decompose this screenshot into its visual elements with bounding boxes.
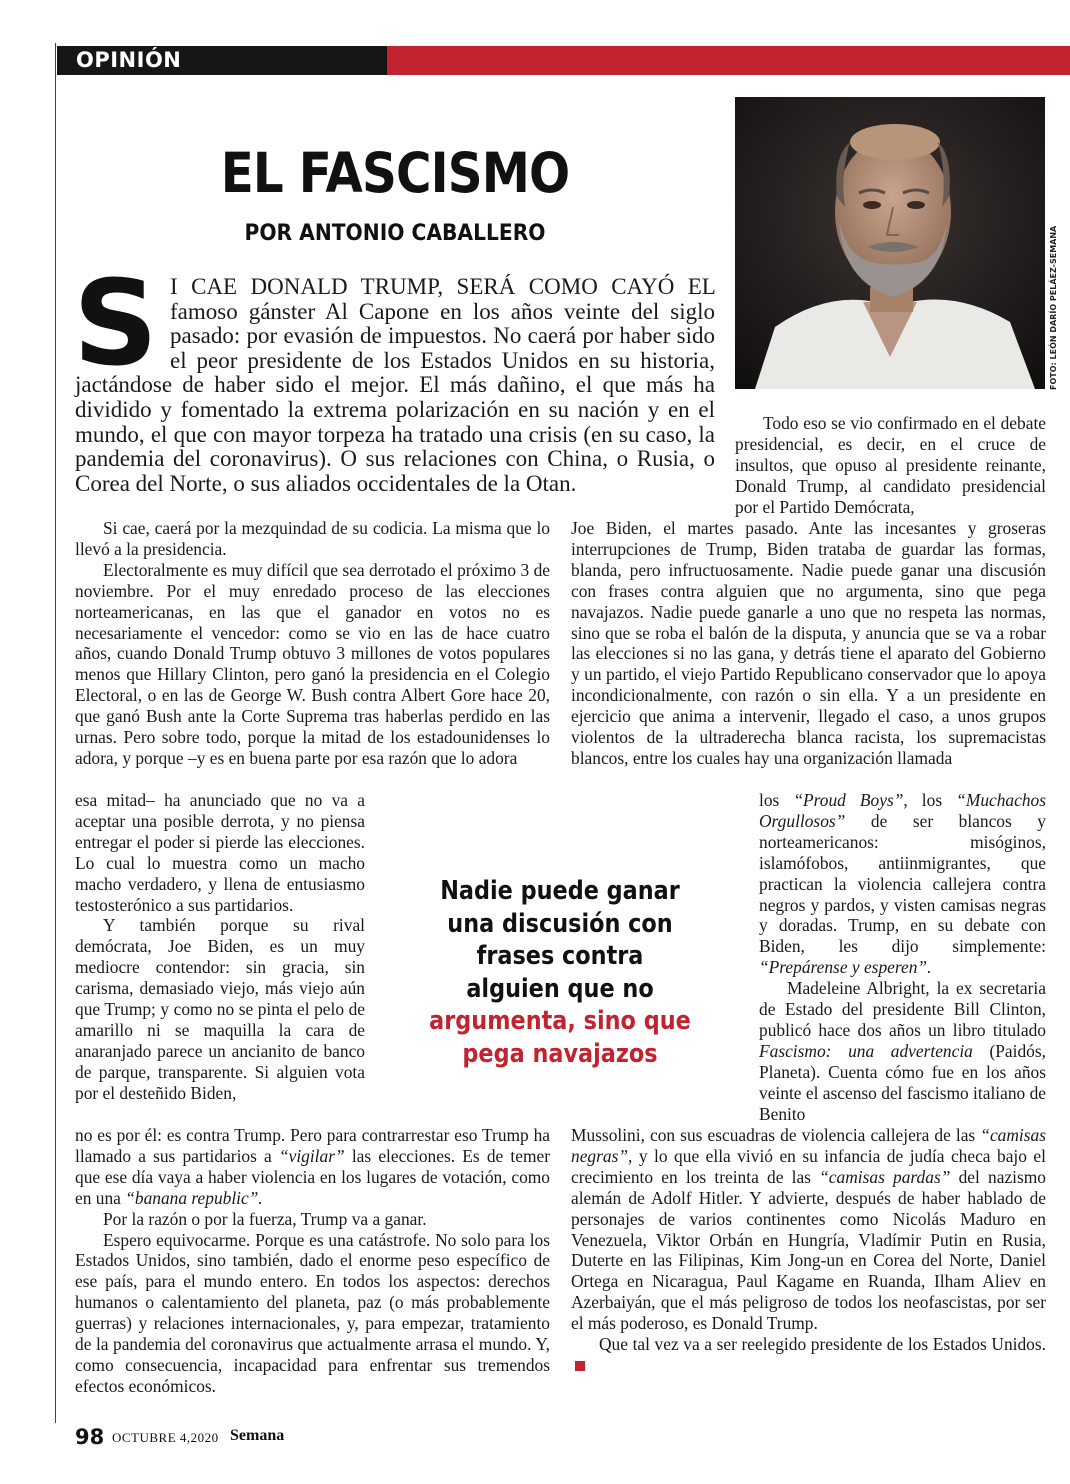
pull-quote-highlight: argumenta, sino que pega navajazos xyxy=(429,1006,691,1069)
right-column-top xyxy=(735,413,1046,518)
pull-quote-text: Nadie puede ganar una discusión con frases contra alguien que no xyxy=(440,876,680,1004)
author-portrait-image xyxy=(735,97,1045,389)
lead-text: famoso gánster Al Capone en los años veinte del siglo pasado: por evasión de impuestos. No caerá por haber sido el peor presidente de los Estados Unidos en su historia, jactándose de haber sido el mejor. El más dañino, el que más ha dividido y fomentado la extrema polarización en su nación y en el mundo, el que con mayor torpeza ha tratado una crisis (en su caso, la pandemia del coronavirus). O sus relaciones con China, o Rusia, o Corea del Norte, o sus aliados occidentales de la Otan. xyxy=(75,298,715,496)
body-paragraph: Por la razón o por la fuerza, Trump va a ganar. xyxy=(103,1208,427,1229)
body-paragraph: esa mitad– ha anunciado que no va a aceptar una posible derrota, y no piensa entregar el poder si pierde las elecciones. Lo cual lo muestra como un macho macho verdadero, y llena de entusiasmo testosterónico a sus partidarios. xyxy=(75,790,365,915)
photo-credit: FOTO: LEÓN DARÍO PELÁEZ-SEMANA xyxy=(1049,225,1058,390)
left-column-bottom xyxy=(75,1125,550,1397)
right-column-bottom xyxy=(571,1125,1046,1376)
body-paragraph: los “Proud Boys”, los “Muchachos Orgullosos” de ser blancos y norteamericanos: misóginos, islamófobos, antiinmigrantes, que practican la violencia callejera contra negros y pardos, y visten camisas negras y doradas. Trump, en su debate con Biden, les dijo simplemente: “Prepárense y esperen”. xyxy=(759,790,1046,978)
body-paragraph: Mussolini, con sus escuadras de violencia callejera de las “camisas negras”, y lo que ella vivió en su infancia de judía checa bajo el crecimiento en los treinta de las “camisas pardas” del nazismo alemán de Adolf Hitler. Y advierte, después de haber hablado de personajes de varios continentes como Nicolás Maduro en Venezuela, Viktor Orbán en Hungría, Vladímir Putin en Rusia, Duterte en las Filipinas, Kim Jong-un en Corea del Norte, Daniel Ortega en Nicaragua, Paul Kagame en Ruanda, Ilham Aliev en Azerbaiyán, que el más peligroso de todos los neofascistas, por ser el más poderoso, es Donald Trump. xyxy=(571,1125,1046,1334)
page-number: 98 xyxy=(75,1425,105,1449)
body-paragraph: Electoralmente es muy difícil que sea derrotado el próximo 3 de noviembre. Por el muy enredado proceso de las elecciones norteamericanas, en las que el ganador en votos no es necesariamente el vencedor: como se vio en las de hace cuatro años, cuando Donald Trump obtuvo 3 millones de votos populares menos que Hillary Clinton, pero ganó la presidencia en el Colegio Electoral, o en las de George W. Bush contra Albert Gore hace 20, que ganó Bush ante la Corte Suprema tras haberlas perdido en las urnas. Pero sobre todo, porque la mitad de los estadounidenses lo adora, y porque –y es en buena parte por esa razón que lo adora xyxy=(75,559,550,768)
right-column-middle xyxy=(571,518,1046,769)
body-paragraph: Madeleine Albright, la ex secretaria de Estado del presidente Bill Clinton, publicó hace dos años un libro titulado Fascismo: una advertencia (Paidós, Planeta). Cuenta cómo fue en los años veinte el ascenso del fascismo italiano de Benito xyxy=(759,978,1046,1124)
pull-quote xyxy=(427,875,694,1071)
body-paragraph: Que tal vez va a ser reelegido presidente de los Estados Unidos. xyxy=(571,1334,1046,1376)
lead-first-line: I CAE DONALD TRUMP, SERÁ COMO CAYÓ EL xyxy=(170,274,715,299)
section-accent-bar xyxy=(387,46,1070,75)
issue-date: OCTUBRE 4,2020 xyxy=(112,1430,219,1445)
body-paragraph: Joe Biden, el martes pasado. Ante las incesantes y groseras interrupciones de Trump, Biden trataba de guardar las formas, blanda, pero infructuosamente. Nadie puede ganar una discusión con frases contra alguien que no argumenta, sino que pega navajazos. Nadie puede ganarle a uno que no respeta las normas, sino que se roba el balón de la disputa, y anuncia que se va a robar las elecciones si no las gana, y detrás tiene el aparato del Gobierno y un partido, el viejo Partido Republicano conservador que lo apoya incondicionalmente, con razón o sin ella. Y a un presidente en ejercicio que anima a intervenir, llegado el caso, a unos grupos violentos de la ultraderecha blanca racista, los supremacistas blancos, entre los cuales hay una organización llamada xyxy=(571,518,1046,768)
magazine-name: Semana xyxy=(230,1427,285,1444)
body-paragraph: Y también porque su rival demócrata, Joe Biden, es un muy mediocre contendor: sin gracia, sin carisma, demasiado viejo, más viejo aún que Trump; y como no se pinta el pelo de amarillo ni se maquilla la cara de anaranjado parece un ancianito de banco de parque, transparente. Si alguien vota por el desteñido Biden, xyxy=(75,915,365,1103)
body-paragraph: Si cae, caerá por la mezquindad de su codicia. La misma que lo llevó a la presidencia. xyxy=(75,518,550,559)
body-paragraph: no es por él: es contra Trump. Pero para contrarrestar eso Trump ha llamado a sus partidarios a “vigilar” las elecciones. Es de temer que ese día vaya a haber violencia en los lugares de votación, como en una “banana republic”. xyxy=(75,1125,551,1208)
page-frame-left xyxy=(55,43,56,1423)
body-paragraph: Todo eso se vio confirmado en el debate presidencial, es decir, en el cruce de insultos, que opuso al presidente reinante, Donald Trump, al candidato presidencial por el Partido Demócrata, xyxy=(735,413,1046,517)
article-title: EL FASCISMO xyxy=(220,141,570,205)
left-column-top xyxy=(75,518,550,769)
byline: POR ANTONIO CABALLERO xyxy=(244,221,546,246)
left-column-narrow xyxy=(75,790,365,1104)
section-label: OPINIÓN xyxy=(57,46,387,75)
right-column-narrow xyxy=(759,790,1046,1125)
end-mark-icon xyxy=(575,1361,585,1371)
drop-cap: S xyxy=(73,254,158,392)
body-paragraph: Espero equivocarme. Porque es una catástrofe. No solo para los Estados Unidos, sino también, dado el enorme peso específico de ese país, para el mundo entero. En todos los aspectos: derechos humanos o calentamiento del planeta, paz (o más probablemente guerras) y relaciones internacionales, y, para empezar, tratamiento de la pandemia del coronavirus que actualmente arrasa el mundo. Y, como consecuencia, incapacidad para enfrentar sus tremendos efectos económicos. xyxy=(75,1229,550,1396)
lead-paragraph xyxy=(73,254,715,496)
author-photo xyxy=(735,97,1045,389)
